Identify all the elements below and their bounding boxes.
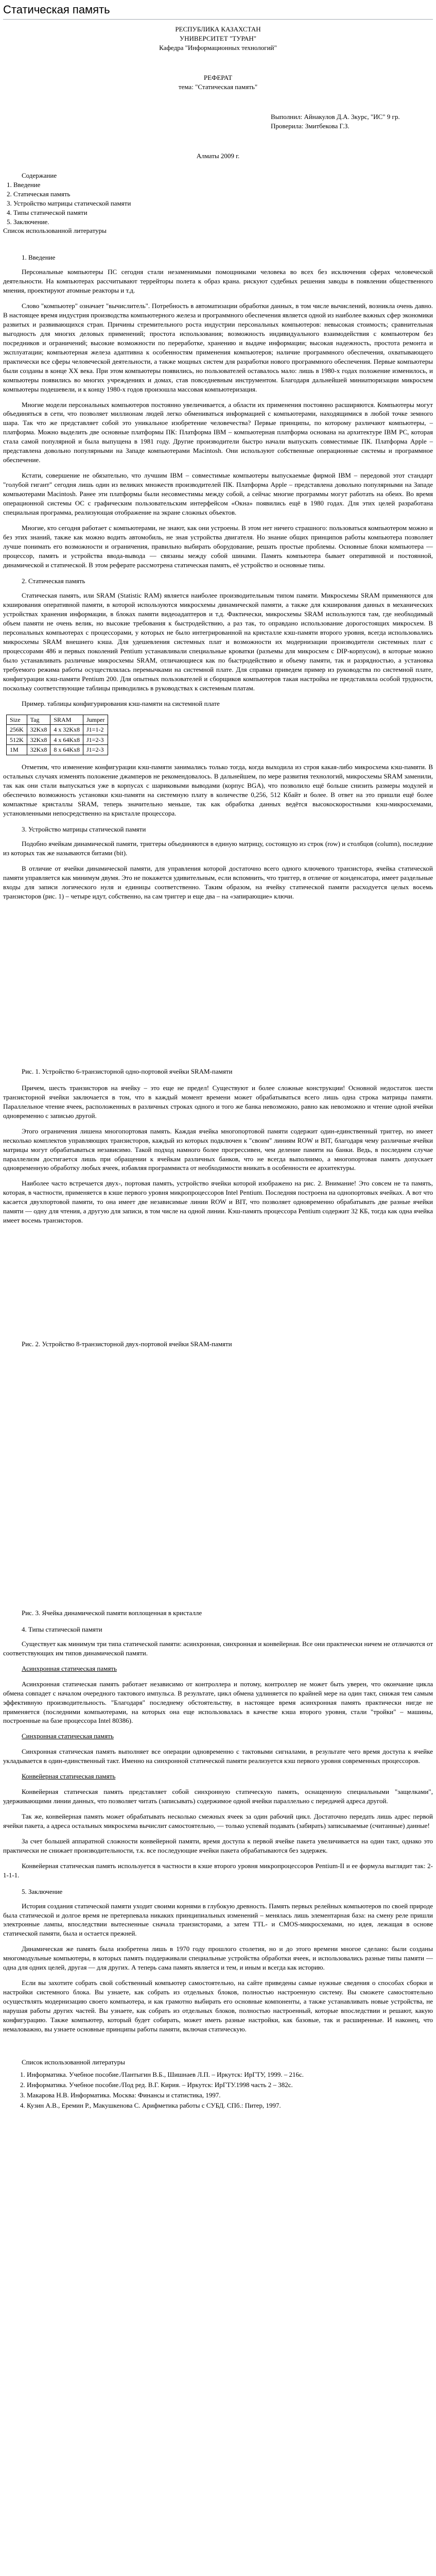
- paragraph: История создания статической памяти уходит своими корнями в глубокую древность. Память первых релейных компьютеров по своей природе была статической и долгое время не претерпевала никаких принципиальных изменений – менялась лишь элементарная база: на смену реле пришли электронные лампы, впоследствии вытесненные сначала транзисторами, а затем TTL- и CMOS-микросхемами, но идея, лежащая в основе статической памяти, была и остается прежней.: [3, 1902, 433, 1938]
- table-row: [7, 715, 108, 725]
- literature-item: 3. Макарова Н.В. Информатика. Москва: Финансы и статистика, 1997.: [27, 2091, 433, 2100]
- paragraph: Многие, кто сегодня работает с компьютерами, не знают, как они устроены. В этом нет ничего страшного: пользоваться компьютером можно и без этих знаний, также как можно водить автомобиль, не зная устройства двигателя. Но знание общих принципов работы компьютера позволяет лучше понимать его возможности и ограничения, правильно выбирать оборудование, решать простые проблемы. Основные блоки компьютера — процессор, память и устройства ввода-вывода — связаны между собой шинами. Память компьютера бывает оперативной и постоянной, динамической и статической. В этом реферате рассмотрена статическая память, её устройство и основные типы.: [3, 523, 433, 569]
- spacer: [3, 53, 433, 63]
- table-cell: 256K: [7, 725, 27, 735]
- paragraph: Персональные компьютеры ПС сегодня стали незаменимыми помощниками человека во всех без исключения сферах человеческой деятельности. На компьютерах рассчитывают террейторы полета к образ крана. рискуют судебных решения заводы в появлении общественного мнения, проектируют атомные реакторы и т.д.: [3, 268, 433, 295]
- subheading-sync: Синхронная статическая память: [22, 1732, 114, 1740]
- literature-heading: Список использованной литературы: [22, 2058, 125, 2066]
- table-row: [7, 735, 108, 745]
- figure-caption-3: Рис. 3. Ячейка динамической памяти воплощенная в кристалле: [22, 1609, 202, 1617]
- table-cell: 8 x 64Kx8: [50, 745, 83, 755]
- toc-list: [3, 180, 433, 227]
- paragraph: Причем, шесть транзисторов на ячейку – это еще не предел! Существуют и более сложные конструкции! Основной недостаток шести транзисторной ячейки заключается в том, что в каждый момент времени может обрабатываться всего лишь одна строка матрицы памяти. Параллельное чтение ячеек, расположенных в различных строках одного и того же банка невозможно, равно как невозможно и чтение одной ячейки одновременно с записью другой.: [3, 1083, 433, 1120]
- title-page-header: [3, 25, 433, 53]
- toc-item[interactable]: 4. Типы статической памяти: [13, 208, 433, 217]
- table-cell: 1M: [7, 745, 27, 755]
- table-row: [7, 725, 108, 735]
- subheading-pipeline: Конвейерная статическая память: [22, 1772, 116, 1781]
- author-block: [271, 112, 433, 131]
- section-heading-intro: 1. Введение: [22, 253, 56, 262]
- table-cell: SRAM: [50, 715, 83, 725]
- toc-item[interactable]: 5. Заключение.: [13, 217, 433, 227]
- figure-2-placeholder: [3, 1231, 433, 1334]
- table-cell: Size: [7, 715, 27, 725]
- paragraph: Динамическая же память была изобретена лишь в 1970 году прошлого столетия, но и до этого времени многое сделано: были созданы многомодульные компьютеры, в которых память поддерживали специальные устройства обработки ячеек, и использовались разные типы памяти — одна для одних целей, другая — для других. А теперь сама память является и тем, и иным и всегда как историю.: [3, 1945, 433, 1972]
- spacer: [3, 92, 433, 102]
- paragraph: Слово "компьютер" означает "вычислитель". Потребность в автоматизации обработки данных, в том числе вычислений, возникла очень давно. В настоящее время индустрия производства компьютерного железа и программного обеспечения является одной из наиболее важных сфер экономики развитых и развивающихся стран. Причины стремительного роста индустрии персональных компьютеров: невысокая стоимость; сравнительная выгодность для многих деловых применений; простота использования; возможность индивидуального взаимодействия с компьютером без посредников и ограничений; высокие возможности по переработке, хранению и выдаче информации; высокая надежность, простота ремонта и эксплуатации; компьютерная железа адаптивна к особенностям применения компьютеров; наличие программного обеспечения, охватывающего практически все сферы человеческой деятельности, а также мощных систем для разработки нового программного обеспечения. Первые компьютеры были созданы в конце ХХ века. При этом компьютеры появились, но пользователей оставалось мало: лишь в 1980-х годах положение изменилось, и компьютеры появились во многих учреждениях и домах, став повседневным инструментом. Благодаря дальнейшей миниатюризации микросхем компьютеры подешевели, и к концу 1980-х годов произошла массовая компьютеризация.: [3, 302, 433, 393]
- table-cell: 4 x 32Kx8: [50, 725, 83, 735]
- table-cell: J1=2-3: [83, 745, 108, 755]
- literature-item: 1. Информатика. Учебное пособие./Пантыгин В.Б., Шишнаев Л.П. – Иркутск: ИрГТУ, 1999. – 216с.: [27, 2070, 433, 2079]
- section-heading-types: 4. Типы статической памяти: [22, 1625, 102, 1633]
- literature-item: 2. Информатика. Учебное пособие./Под ред. В.Г. Кирия. – Иркутск: ИрГТУ.1998 часть 2 – 382с.: [27, 2080, 433, 2090]
- paragraph: Асинхронная статическая память работает независимо от контроллера и потому, контроллер не может быть уверен, что окончание цикла обмена совпадет с началом очередного тактового импульса. В результате, цикл обмена удлиняется по крайней мере на один такт, снижая тем самым эффективную производительность. "Благодаря" последнему обстоятельству, в настоящее время асинхронная память практически нигде не применяется (последними компьютерами, на которых она еще использовалась в качестве кэша второго уровня, стали "тройки" – машины, построенные на базе процессора Intel 80386).: [3, 1680, 433, 1725]
- toc-literature[interactable]: Список использованной литературы: [3, 227, 107, 235]
- table-cell: Tag: [27, 715, 50, 725]
- table-cell: 32Kx8: [27, 725, 50, 735]
- literature-item: 4. Кузин А.В., Еремин Р., Макушкенова С. Арифметика работы с СУБД. СПб.: Питер, 1997.: [27, 2101, 433, 2110]
- paragraph: Многие модели персональных компьютеров постоянно увеличивается, а области их применения постоянно расширяются. Компьютеры могут объединяться в сети, что позволяет миллионам людей легко обмениваться информацией с компьютерами, находящимися в любой точке земного шара. Так что же представляет собой это уникальное изобретение человечества? Первые принципы, по которому различают компьютеры, – платформа. Можно выделить две основные платформы ПК: Платформа IBM – компьютерная платформа основана на архитектуре IBM PC, которая стала самой популярной и была выпущена в 1981 году. Другие производители быстро начали выпускать совместимые ПК. Платформа Apple – представлена довольно популярными на Западе компьютерами Macintosh. Они используют собственные операционные системы и программное обеспечение.: [3, 400, 433, 464]
- paragraph: Существует как минимум три типа статической памяти: асинхронная, синхронная и конвейерная. Все они практически ничем не отличаются от соответствующих им типов динамической памяти.: [3, 1639, 433, 1657]
- spacer: [3, 131, 433, 141]
- table-row: [7, 745, 108, 755]
- spacer: [3, 102, 433, 112]
- toc-item[interactable]: 2. Статическая память: [13, 190, 433, 199]
- paragraph: Кстати, совершение не обязательно, что лучшим IBM – совместимые компьютеры выпускаемые фирмой IBM – передовой этот стандарт "голубой гигант" сегодня лишь один из великих множеств производителей ПК. Платформа Apple – представлена довольно популярными на Западе компьютерами Macintosh. Ранее эти платформы были несовместимы между собой, а сейчас многие программы могут работать на обеих. Во время операционной системы ОС с графическим пользовательским интерфейсом «Окна» появились ещё в 1980 годах. Для этих целей разработана специальная программа, реализующая отображение на экране сложных объектов.: [3, 471, 433, 516]
- header-line-2: УНИВЕРСИТЕТ "ТУРАН": [179, 35, 257, 43]
- toc-heading: Содержание: [22, 171, 57, 179]
- subheading-async: Асинхронная статическая память: [22, 1664, 117, 1672]
- spacer: [3, 2040, 433, 2050]
- table-cell: 4 x 64Kx8: [50, 735, 83, 745]
- paragraph: Статическая память, или SRAM (Statistic RAM) является наиболее производительным типом памяти. Микросхемы SRAM применяются для кэширования оперативной памяти, в которой используются микросхемы динамической памяти, а также для кэширования данных в механических устройствах хранения информации, в блоках памяти видеоадаптеров и т.д. Фактически, микросхемы SRAM используются там, где необходимый объем памяти не очень велик, но высокие требования к быстродействию, а раз так, то оправдано использование дорогостоящих микросхем. В персональных компьютерах с процессорами, у которых не было интегрированной на кристалле кэш-памяти второго уровня, всегда использовались микросхемы SRAM внешнего кэша. Для удешевления системных плат и возможности их модернизации производители системных плат с процессорами 486 и первых поколений Pentium устанавливали специальные кроватки (разъемы для микросхем с DIP-корпусом), в которые можно было устанавливать различные микросхемы SRAM, отличающиеся как по быстродействию и объему памяти, так и разрядностью, а установка требуемого режима работы осуществлялась перемычками на системной плате. Для справки приведем пример из руководства по системной плате, конфигурации кэш-памяти Pentium 200. Для опытных пользователей и сборщиков компьютеров такая настройка не представляла особой трудности, поскольку соответствующие таблицы приводились в руководствах к системным платам.: [3, 591, 433, 692]
- header-line-3: Кафедра "Информационных технологий": [159, 44, 277, 52]
- table-cell: 32Kx8: [27, 745, 50, 755]
- section-heading-conclusion: 5. Заключение: [22, 1887, 63, 1895]
- referat-label: РЕФЕРАТ: [203, 74, 233, 82]
- spacer: [3, 63, 433, 73]
- paragraph: В отличие от ячейки динамической памяти, для управления которой достаточно всего одного ключевого транзистора, ячейка статической памяти управляется как минимум двумя. Это не покажется удивительным, если вспомнить, что триггер, в отличие от конденсатора, имеет раздельные входы для записи логического нуля и единицы соответственно. Таким образом, на ячейку статической памяти расходуется целых восемь транзисторов (рис. 1) – четыре идут, собственно, на сам триггер и еще два – на «запирающие» ключи.: [3, 865, 433, 901]
- spacer: [3, 161, 433, 171]
- section-heading-static: 2. Статическая память: [22, 577, 85, 585]
- paragraph: Подобно ячейкам динамической памяти, триггеры объединяются в единую матрицу, состоящую из строк (row) и столбцов (column), последние из которых так же называются битами (bit).: [3, 840, 433, 857]
- paragraph: Этого ограничения лишена многопортовая память. Каждая ячейка многопортовой памяти содержит один-единственный триггер, но имеет несколько комплектов управляющих транзисторов, каждый из которых подключен к "своим" линиям ROW и BIT, благодаря чему различные ячейки матрицы могут обрабатываться независимо. Такой подход намного более прогрессивен, чем деление памяти на банки. Ведь, в последнем случае параллелизм достигается лишь при обращении к ячейкам различных банков, что не всегда выполнимо, а многопортовая память допускает одновременную обработку любых ячеек, избавляя программиста от необходимости вникать в особенности ее архитектуры.: [3, 1127, 433, 1172]
- referat-topic: тема: "Статическая память": [178, 83, 258, 91]
- paragraph: Отметим, что изменение конфигурации кэш-памяти занимались только тогда, когда выходила из строя какая-либо микросхема кэш-памяти. В остальных случаях изменять положение джамперов не рекомендовалось. В дальнейшем, по мере развития технологий, микросхемы SRAM заменили, так как они стали выпускаться уже в корпусах с шариковыми выводами (корпус BGA), что позволило ещё больше снизить размеры модулей и обеспечило возможность установки кэш-памяти на системную плату в количестве 0,256, 512 Кбайт и более. В ответ на это пришли ещё более компактные кристаллы SRAM, теперь значительно меньше, так как обработка данных ведётся высокоскоростными кэш-микросхемами, установленными непосредственно на кристалле процессора.: [3, 762, 433, 817]
- toc-item[interactable]: 3. Устройство матрицы статической памяти: [13, 199, 433, 208]
- paragraph: Так же, конвейерная память может обрабатывать несколько смежных ячеек за один рабочий цикл. Достаточно передать лишь адрес первой ячейки пакета, а адреса остальных микросхема вычислит самостоятельно, — только успевай подавать (забирать) записываемые (считанные) данные!: [3, 1812, 433, 1829]
- city-year: Алматы 2009 г.: [196, 151, 240, 160]
- page-title: Статическая память: [3, 2, 433, 20]
- author-done: Выполнил: Айнакулов Д.А. 3курс, "ИС" 9 гр.: [271, 113, 400, 121]
- literature-list: [3, 2070, 433, 2110]
- figure-caption-1: Рис. 1. Устройство 6-транзисторной одно-портовой ячейки SRAM-памяти: [22, 1067, 233, 1076]
- table-caption: Пример. таблицы конфигурирования кэш-памяти на системной плате: [22, 699, 220, 707]
- toc-item[interactable]: 1. Введение: [13, 180, 433, 190]
- table-cell: J1=1-2: [83, 725, 108, 735]
- table-cell: Jumper: [83, 715, 108, 725]
- paragraph: За счет большей аппаратной сложности конвейерной памяти, время доступа к первой ячейке пакета увеличивается на один такт, однако это практически не снижает производительности, т.к. все последующие ячейки пакета обрабатываются без задержек.: [3, 1837, 433, 1854]
- figure-caption-2: Рис. 2. Устройство 8-транзисторной двух-портовой ячейки SRAM-памяти: [22, 1340, 232, 1348]
- referat-label-block: [3, 73, 433, 92]
- spacer: [3, 141, 433, 151]
- table-cell: J1=2-3: [83, 735, 108, 745]
- table-of-contents: [3, 171, 433, 236]
- paragraph: Конвейерная статическая память используется в частности в кэше второго уровня микропроцессоров Pentium-II и ее формула выглядит так: 2-1-1-1.: [3, 1861, 433, 1879]
- cache-config-table: [6, 715, 108, 755]
- table-cell: 32Kx8: [27, 735, 50, 745]
- author-check: Проверила: Змитбекова Г.З.: [271, 122, 350, 130]
- figure-1-placeholder: [3, 907, 433, 1062]
- paragraph: Конвейерная статическая память представляет собой синхронную статическую память, оснащенную специальными "защелками", удерживающими линии данных, что позволяет читать (записывать) содержимое одной ячейки параллельно с передачей адреса другой.: [3, 1788, 433, 1805]
- paragraph: Если вы захотите собрать свой собственный компьютер самостоятельно, на сайте приведены самые нужные сведения о способах сборки и настройки системного блока. Вы узнаете, как собрать из отдельных блоков, полностью настроенную систему. Вы сможете самостоятельно осуществлять модернизацию своего компьютера, и как грамотно выбирать его основные компоненты, а также устанавливать новые устройства, не нарушая работы других частей. Вы узнаете, как собрать из отдельных блоков, полностью настроенный, которые впоследствии и решают, какую конфигурацию. Также компьютер, который будет собирать, может иметь разные настройки, как базовые, так и расширенные. И наконец, что немаловажно, вы узнаете основные принципы работы памяти, включая статическую.: [3, 1979, 433, 2033]
- paragraph: Синхронная статическая память выполняет все операции одновременно с тактовыми сигналами, в результате чего время доступа к ячейке укладывается в один-единственный такт. Именно на синхронной статической памяти реализуется кэш первого уровня современных процессоров.: [3, 1748, 433, 1765]
- figure-3-placeholder: [3, 1356, 433, 1603]
- spacer: [3, 235, 433, 246]
- paragraph: Наиболее часто встречается двух-, портовая память, устройство ячейки которой изображено на рис. 2. Внимание! Это совсем не та память, которая, в частности, применяется в кэше первого уровня микропроцессоров Intel Pentium. Последняя построена на однопортовых ячейках. А вот что касается двухпортовой памяти, то она имеет две независимые линии ROW и BIT, что позволяет одновременно обрабатывать две разные ячейки памяти — одну для чтения, а другую для записи, в том числе на одной линии. Кэш-память процессора Pentium содержит 32 КБ, тогда как одна ячейка имеет восемь транзисторов.: [3, 1179, 433, 1225]
- section-heading-matrix: 3. Устройство матрицы статической памяти: [22, 825, 146, 834]
- header-line-1: РЕСПУБЛИКА КАЗАХСТАН: [175, 25, 261, 33]
- table-cell: 512K: [7, 735, 27, 745]
